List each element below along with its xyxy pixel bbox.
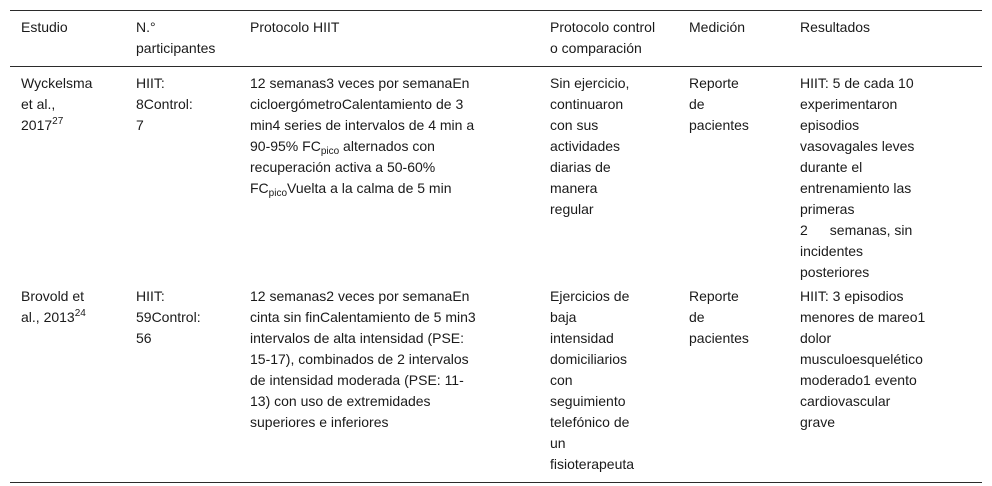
cell-protocolo-control: Sin ejercicio, continuaron con sus actividades diarias de manera regular: [550, 75, 630, 217]
cell-estudio: Brovold et al., 2013$^{24}$: [21, 288, 86, 325]
cell-estudio: Wyckelsma et al., 2017$^{27}$: [21, 75, 93, 133]
reference-superscript: 24: [74, 308, 86, 319]
cell-participantes: HIIT: 59Control: 56: [136, 288, 201, 346]
reference-superscript: 27: [52, 116, 64, 127]
table-row: [10, 283, 982, 483]
header-participantes: N.° participantes: [136, 19, 216, 56]
cell-protocolo-hiit: 12 semanas3 veces por semanaEn cicloergómetroCalentamiento de 3 min4 series de intervalos de 4 min a 90-95% $FC_{pico}$ alternados con recuperación activa a 50-60% $FC_{pico}Vuelta$ a la calma de 5 min: [250, 75, 475, 199]
cell-protocolo-control: Ejercicios de baja intensidad domiciliarios con seguimiento telefónico de un fisioterapeuta: [550, 288, 635, 472]
header-estudio: Estudio: [21, 19, 68, 35]
header-protocolo-hiit: Protocolo HIIT: [250, 19, 340, 35]
cell-protocolo-hiit: 12 semanas2 veces por semanaEn cinta sin finCalentamiento de 5 min3 intervalos de alta intensidad (PSE: 15-17), combinados de 2 intervalos de intensidad moderada (PSE: 11- 13) con uso de extremidades superiores e inferiores: [250, 288, 476, 430]
cell-resultados: HIIT: 3 episodios menores de mareo1 dolor musculoesquelético moderado1 evento cardiovascular grave: [800, 288, 926, 430]
cell-resultados: HIIT: 5 de cada 10 experimentaron episodios vasovagales leves durante el entrenamiento las primeras 2 semanas, sin incidentes posteriores: [800, 75, 915, 280]
cell-participantes: HIIT: 8Control: 7: [136, 75, 193, 133]
table-row: [10, 67, 982, 284]
header-resultados: Resultados: [800, 19, 871, 35]
hiit-studies-table: [10, 10, 982, 483]
cell-medicion: Reporte de pacientes: [689, 75, 749, 133]
header-protocolo-control: Protocolo control o comparación: [550, 19, 656, 56]
header-row: [10, 11, 982, 67]
cell-medicion: Reporte de pacientes: [689, 288, 749, 346]
header-medicion: Medición: [689, 19, 746, 35]
